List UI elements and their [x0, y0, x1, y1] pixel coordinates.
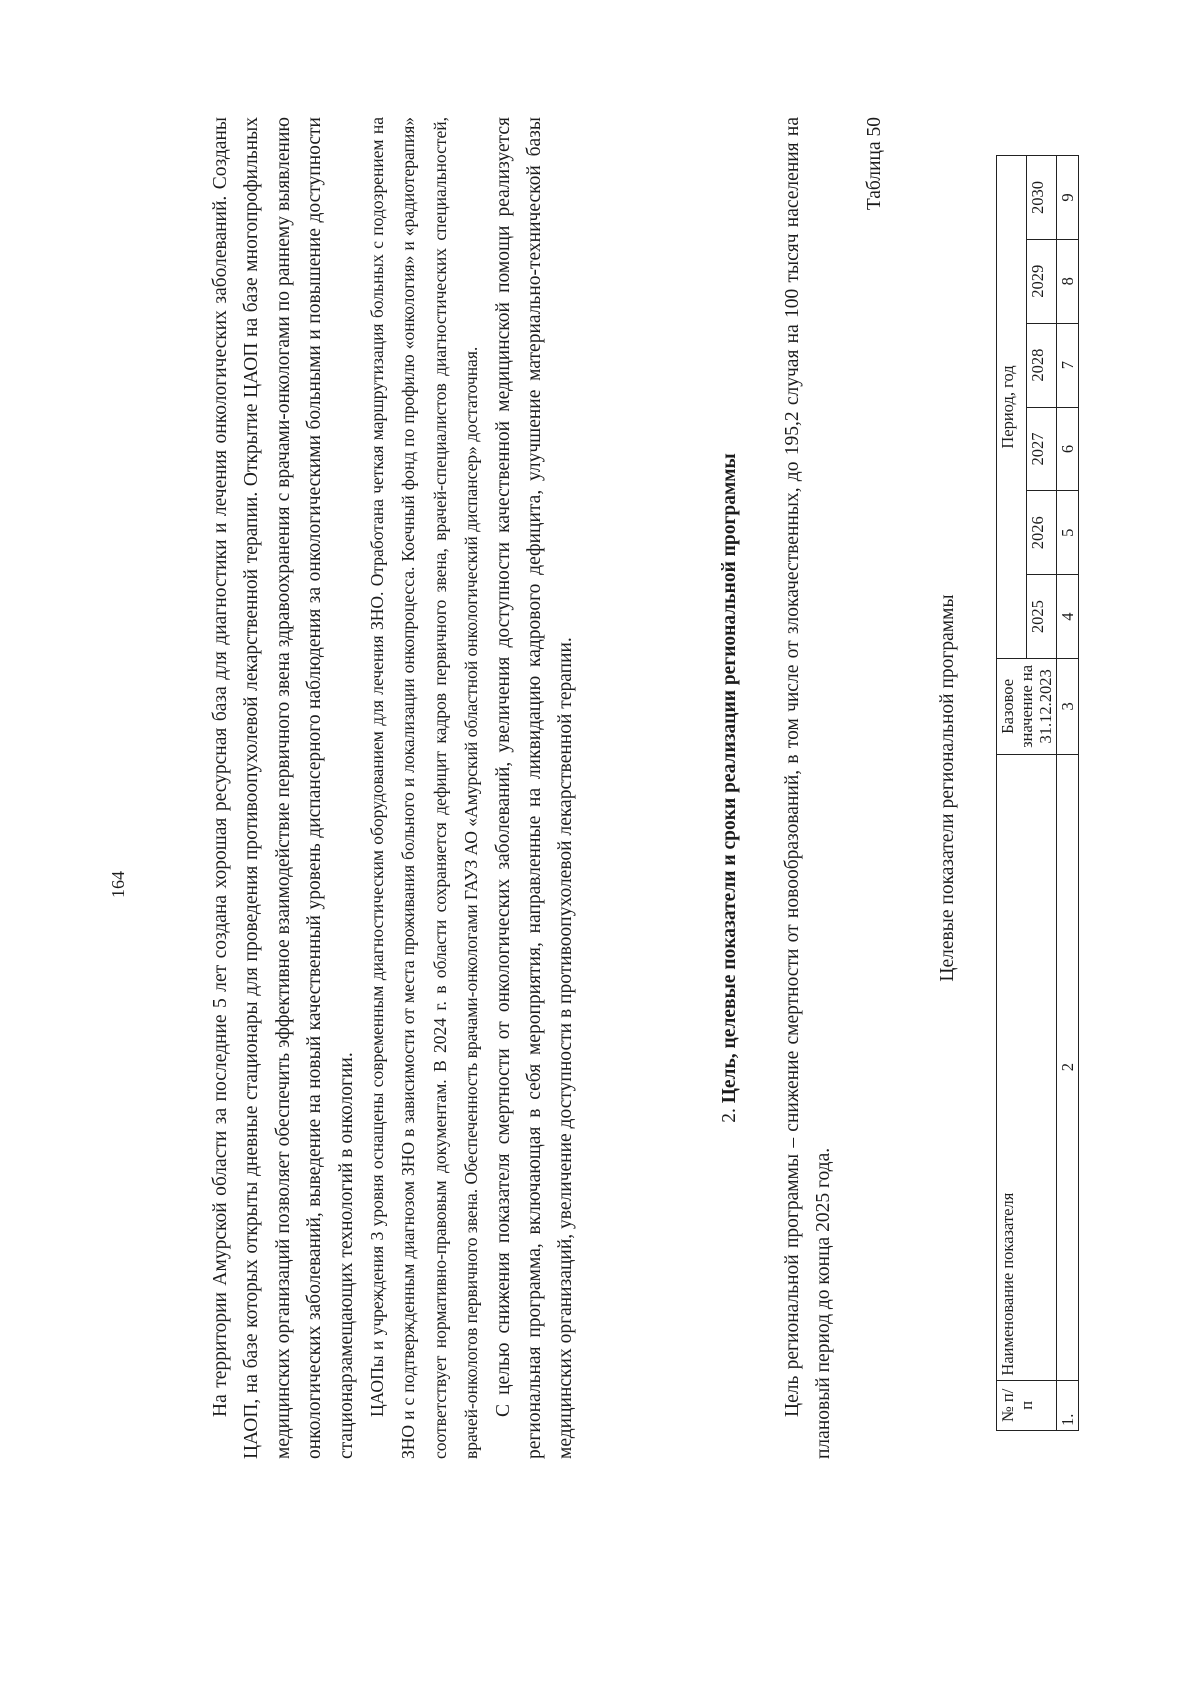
numbering-cell-6: 6	[1057, 407, 1079, 491]
numbering-cell-4: 4	[1057, 575, 1079, 659]
table-header-row	[997, 156, 1027, 1431]
numbering-cell-3: 3	[1057, 659, 1079, 755]
body-text	[205, 117, 582, 1459]
paragraph-equipment: ЦАОПы и учреждения 3 уровня оснащены современным диагностическим оборудованием для лечения ЗНО. Отработана четкая маршрутизация больных с подозрением на ЗНО и с подтвержденным диагнозом ЗНО в зависимости от места проживания больного и локализации онкопроцесса. Коечный фонд по профилю «онкология» и «радиотерапия» соответствует нормативно-правовым документам. В 2024 г. в области сохраняется дефицит кадров первичного звена, врачей-специалистов диагностических специальностей, врачей-онкологов первичного звена. Обеспеченность врачами-онкологами ГАУЗ АО «Амурский областной онкологический диспансер» достаточная.	[367, 117, 482, 1459]
numbering-cell-9: 9	[1057, 156, 1079, 240]
header-base-value: Базовое значение на 31.12.2023	[997, 659, 1057, 755]
numbering-cell-5: 5	[1057, 491, 1079, 575]
numbering-cell-2: 2	[1057, 754, 1079, 1380]
paragraph-resource-base: На территории Амурской области за последние 5 лет создана хорошая ресурсная база для диагностики и лечения онкологических заболеваний. Созданы ЦАОП, на базе которых открыты дневные стационары для проведения противоопухолевой лекарственной терапии. Открытие ЦАОП на базе многопрофильных медицинских организаций позволяет обеспечить эффективное взаимодействие первичного звена здравоохранения с врачами-онкологами по раннему выявлению онкологических заболеваний, выведение на новый качественный уровень диспансерного наблюдения за онкологическими больными и повышение доступности стационарзамещающих технологий в онкологии.	[210, 117, 357, 1459]
table-label: Таблица 50	[864, 117, 885, 211]
paragraph-mortality-goal: С целью снижения показателя смертности от онкологических заболеваний, увеличения доступности качественной медицинской помощи реализуется региональная программа, включающая в себя мероприятия, направленные на ликвидацию кадрового дефицита, улучшение материально-технической базы медицинских организаций, увеличение доступности в противоопухолевой лекарственной терапии.	[492, 117, 577, 1459]
page-number: 164	[108, 871, 128, 898]
header-indicator-name: Наименование показателя	[997, 754, 1057, 1380]
header-year-2029: 2029	[1027, 239, 1057, 323]
section-title: Цель, целевые показатели и сроки реализации региональной программы	[719, 453, 740, 1104]
numbering-cell-8: 8	[1057, 239, 1079, 323]
section-heading	[714, 117, 745, 1459]
goal-paragraph: Цель региональной программы – снижение смертности от новообразований, в том числе от злокачественных, до 195,2 случая на 100 тысяч населения на плановый период до конца 2025 года.	[782, 117, 835, 1459]
table-title: Целевые показатели региональной программы	[937, 594, 958, 982]
goal-section	[777, 117, 840, 1459]
header-year-2025: 2025	[1027, 575, 1057, 659]
table-row-number: 1.	[1057, 1380, 1079, 1430]
numbering-cell-7: 7	[1057, 323, 1079, 407]
header-year-2030: 2030	[1027, 156, 1057, 240]
table-numbering-row	[1057, 156, 1079, 1431]
section-number: 2.	[719, 1108, 740, 1123]
indicators-table	[996, 155, 1079, 1431]
header-period: Период, год	[997, 156, 1027, 659]
header-year-2028: 2028	[1027, 323, 1057, 407]
header-year-2026: 2026	[1027, 491, 1057, 575]
header-year-2027: 2027	[1027, 407, 1057, 491]
header-number: № п/п	[997, 1380, 1057, 1430]
